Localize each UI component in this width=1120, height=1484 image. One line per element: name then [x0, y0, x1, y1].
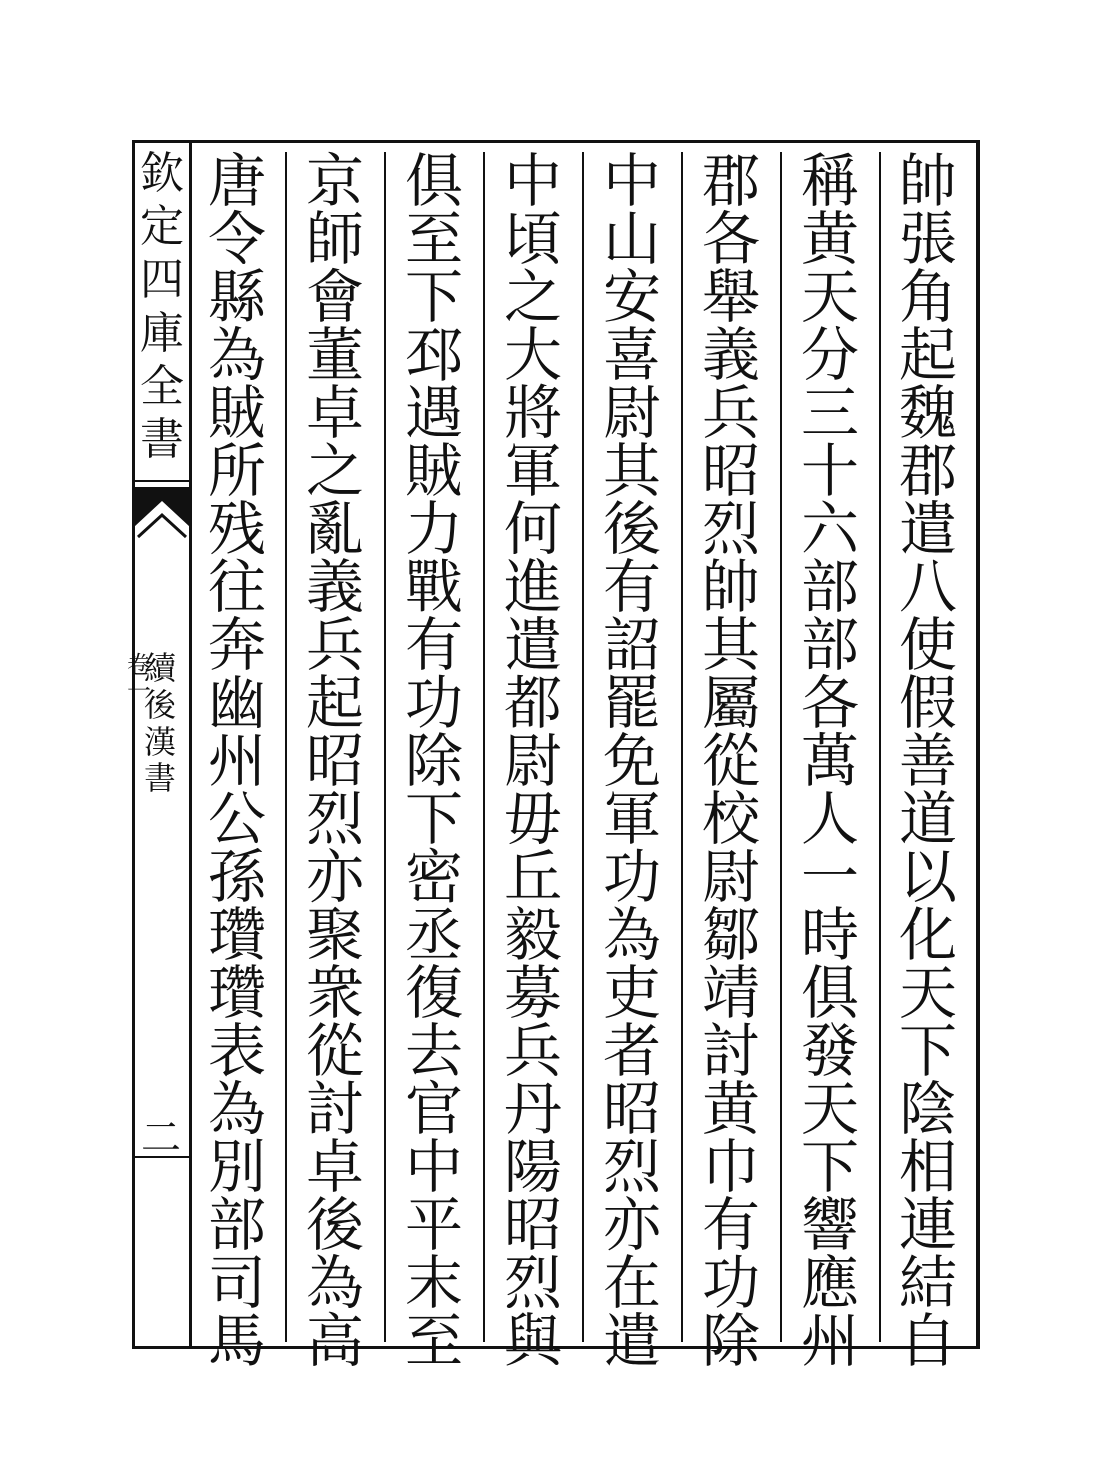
text-character: 進	[503, 553, 562, 621]
margin-title-character: 欽	[140, 148, 184, 199]
text-character: 去	[404, 1017, 463, 1085]
text-character: 時	[800, 901, 859, 969]
text-character: 遣	[898, 495, 957, 563]
text-character: 至	[404, 205, 463, 273]
column-divider	[384, 152, 386, 1342]
text-character: 昭	[701, 437, 760, 505]
text-character: 分	[800, 321, 859, 389]
text-character: 角	[898, 263, 957, 331]
text-character: 郡	[898, 437, 957, 505]
text-character: 京	[305, 147, 364, 215]
text-character: 昭	[602, 1075, 661, 1143]
text-character: 尉	[503, 727, 562, 795]
text-character: 聚	[305, 901, 364, 969]
text-column-1	[884, 147, 972, 1375]
text-character: 俱	[404, 147, 463, 215]
text-character: 其	[602, 437, 661, 505]
text-character: 郡	[701, 147, 760, 215]
text-character: 六	[800, 495, 859, 563]
text-character: 中	[503, 147, 562, 215]
margin-juan-character: 一	[127, 677, 151, 706]
text-character: 相	[898, 1133, 957, 1201]
text-character: 以	[898, 843, 957, 911]
column-divider	[780, 152, 782, 1342]
text-character: 化	[898, 901, 957, 969]
text-character: 尉	[701, 843, 760, 911]
margin-book-name-character: 漢	[143, 722, 176, 761]
margin-book-name-character: 續	[143, 649, 176, 687]
text-character: 黄	[800, 205, 859, 273]
column-divider	[285, 152, 287, 1342]
margin-book-name-character: 後	[143, 685, 176, 724]
text-character: 戰	[404, 553, 463, 621]
margin-title-character: 庫	[140, 307, 184, 359]
page-number: 二	[141, 1115, 181, 1161]
margin-title	[133, 148, 191, 465]
text-character: 黄	[701, 1075, 760, 1143]
text-character: 公	[207, 785, 266, 853]
text-character: 表	[207, 1017, 266, 1085]
text-character: 發	[800, 1017, 859, 1085]
text-character: 自	[898, 1307, 957, 1375]
text-character: 起	[898, 321, 957, 389]
text-character: 有	[701, 1191, 760, 1259]
text-character: 詔	[602, 611, 661, 679]
text-character: 響	[800, 1191, 859, 1259]
fish-tail-ornament	[134, 487, 190, 545]
text-character: 亦	[602, 1191, 661, 1259]
text-character: 烈	[701, 495, 760, 563]
text-character: 有	[404, 611, 463, 679]
text-character: 為	[207, 321, 266, 389]
text-character: 縣	[207, 263, 266, 331]
text-character: 毅	[503, 901, 562, 969]
text-character: 討	[305, 1075, 364, 1143]
text-character: 八	[898, 553, 957, 621]
text-character: 有	[602, 553, 661, 621]
text-character: 卓	[305, 1133, 364, 1201]
text-column-8	[193, 147, 281, 1375]
text-character: 天	[800, 263, 859, 331]
text-character: 俱	[800, 959, 859, 1027]
text-character: 所	[207, 437, 266, 505]
text-character: 應	[800, 1249, 859, 1317]
text-character: 卓	[305, 379, 364, 447]
text-character: 使	[898, 611, 957, 679]
text-character: 丹	[503, 1075, 562, 1143]
text-character: 部	[800, 611, 859, 679]
text-column-3	[687, 147, 775, 1375]
text-character: 中	[404, 1133, 463, 1201]
text-character: 幽	[207, 669, 266, 737]
text-character: 丞	[404, 901, 463, 969]
text-character: 罷	[602, 669, 661, 737]
text-character: 者	[602, 1017, 661, 1085]
text-character: 都	[503, 669, 562, 737]
text-character: 烈	[602, 1133, 661, 1201]
text-character: 衆	[305, 959, 364, 1027]
text-character: 孫	[207, 843, 266, 911]
text-character: 十	[800, 437, 859, 505]
text-character: 昭	[503, 1191, 562, 1259]
text-character: 部	[207, 1191, 266, 1259]
text-character: 毋	[503, 785, 562, 853]
text-column-5	[489, 147, 577, 1375]
text-character: 昭	[305, 727, 364, 795]
text-character: 三	[800, 379, 859, 447]
text-character: 之	[305, 437, 364, 505]
text-character: 除	[701, 1307, 760, 1375]
text-character: 稱	[800, 147, 859, 215]
text-character: 義	[305, 553, 364, 621]
text-character: 中	[602, 147, 661, 215]
text-character: 兵	[701, 379, 760, 447]
text-character: 與	[503, 1307, 562, 1375]
text-character: 遣	[503, 611, 562, 679]
text-character: 遇	[404, 379, 463, 447]
text-character: 何	[503, 495, 562, 563]
text-character: 丘	[503, 843, 562, 911]
margin-title-character: 全	[140, 360, 184, 412]
column-divider	[879, 152, 881, 1342]
text-character: 頃	[503, 205, 562, 273]
text-character: 後	[305, 1191, 364, 1259]
text-column-4	[588, 147, 676, 1375]
text-character: 別	[207, 1133, 266, 1201]
text-character: 屬	[701, 669, 760, 737]
margin-book-name-character: 書	[143, 759, 176, 798]
margin-title-character: 定	[140, 201, 184, 253]
text-character: 連	[898, 1191, 957, 1259]
text-character: 其	[701, 611, 760, 679]
text-character: 為	[207, 1075, 266, 1143]
text-character: 巾	[701, 1133, 760, 1201]
text-character: 天	[800, 1075, 859, 1143]
text-character: 令	[207, 205, 266, 273]
text-character: 復	[404, 959, 463, 1027]
text-character: 討	[701, 1017, 760, 1085]
text-character: 善	[898, 727, 957, 795]
text-character: 各	[701, 205, 760, 273]
text-character: 張	[898, 205, 957, 273]
text-character: 一	[800, 843, 859, 911]
text-character: 帥	[701, 553, 760, 621]
text-character: 州	[800, 1307, 859, 1375]
text-character: 軍	[503, 437, 562, 505]
text-character: 假	[898, 669, 957, 737]
text-character: 部	[800, 553, 859, 621]
text-character: 會	[305, 263, 364, 331]
text-character: 鄒	[701, 901, 760, 969]
margin-juan	[126, 652, 152, 705]
text-character: 陰	[898, 1075, 957, 1143]
text-character: 免	[602, 727, 661, 795]
text-column-7	[291, 147, 379, 1375]
column-divider	[483, 152, 485, 1342]
text-character: 亦	[305, 843, 364, 911]
text-character: 從	[305, 1017, 364, 1085]
text-character: 兵	[503, 1017, 562, 1085]
text-character: 結	[898, 1249, 957, 1317]
text-character: 平	[404, 1191, 463, 1259]
text-character: 下	[898, 1017, 957, 1085]
text-character: 奔	[207, 611, 266, 679]
text-character: 魏	[898, 379, 957, 447]
text-character: 為	[602, 901, 661, 969]
text-character: 尉	[602, 379, 661, 447]
text-character: 從	[701, 727, 760, 795]
text-character: 後	[602, 495, 661, 563]
text-character: 烈	[503, 1249, 562, 1317]
text-character: 募	[503, 959, 562, 1027]
text-character: 下	[404, 785, 463, 853]
text-character: 各	[800, 669, 859, 737]
text-character: 官	[404, 1075, 463, 1143]
text-character: 靖	[701, 959, 760, 1027]
text-character: 道	[898, 785, 957, 853]
margin-juan-character: 卷	[127, 651, 151, 679]
text-character: 天	[898, 959, 957, 1027]
text-character: 除	[404, 727, 463, 795]
text-character: 末	[404, 1249, 463, 1317]
text-column-6	[390, 147, 478, 1375]
text-character: 軍	[602, 785, 661, 853]
text-character: 邳	[404, 321, 463, 389]
text-character: 烈	[305, 785, 364, 853]
text-character: 喜	[602, 321, 661, 389]
text-character: 下	[800, 1133, 859, 1201]
text-character: 下	[404, 263, 463, 331]
text-character: 賊	[404, 437, 463, 505]
text-character: 功	[602, 843, 661, 911]
text-character: 安	[602, 263, 661, 331]
text-character: 功	[404, 669, 463, 737]
text-character: 帥	[898, 147, 957, 215]
text-character: 校	[701, 785, 760, 853]
text-character: 萬	[800, 727, 859, 795]
top-border	[132, 140, 980, 143]
text-character: 之	[503, 263, 562, 331]
margin-title-character: 四	[140, 254, 184, 306]
text-character: 瓚	[207, 959, 266, 1027]
text-character: 為	[305, 1249, 364, 1317]
text-character: 賊	[207, 379, 266, 447]
text-character: 起	[305, 669, 364, 737]
margin-title-character: 書	[140, 413, 184, 465]
text-character: 山	[602, 205, 661, 273]
column-divider	[681, 152, 683, 1342]
text-character: 兵	[305, 611, 364, 679]
text-character: 唐	[207, 147, 266, 215]
text-character: 瓚	[207, 901, 266, 969]
text-character: 州	[207, 727, 266, 795]
text-character: 馬	[207, 1307, 266, 1375]
text-character: 義	[701, 321, 760, 389]
text-character: 司	[207, 1249, 266, 1317]
column-divider	[582, 152, 584, 1342]
text-character: 遣	[602, 1307, 661, 1375]
text-character: 力	[404, 495, 463, 563]
text-character: 功	[701, 1249, 760, 1317]
text-character: 亂	[305, 495, 364, 563]
text-column-2	[786, 147, 874, 1375]
text-character: 高	[305, 1307, 364, 1375]
text-character: 吏	[602, 959, 661, 1027]
text-character: 至	[404, 1307, 463, 1375]
text-character: 残	[207, 495, 266, 563]
margin-rule-top	[132, 480, 190, 482]
right-border	[976, 140, 980, 1349]
text-character: 往	[207, 553, 266, 621]
text-character: 人	[800, 785, 859, 853]
text-character: 董	[305, 321, 364, 389]
text-character: 將	[503, 379, 562, 447]
text-character: 大	[503, 321, 562, 389]
text-character: 密	[404, 843, 463, 911]
text-character: 陽	[503, 1133, 562, 1201]
text-character: 師	[305, 205, 364, 273]
text-character: 舉	[701, 263, 760, 331]
text-character: 在	[602, 1249, 661, 1317]
